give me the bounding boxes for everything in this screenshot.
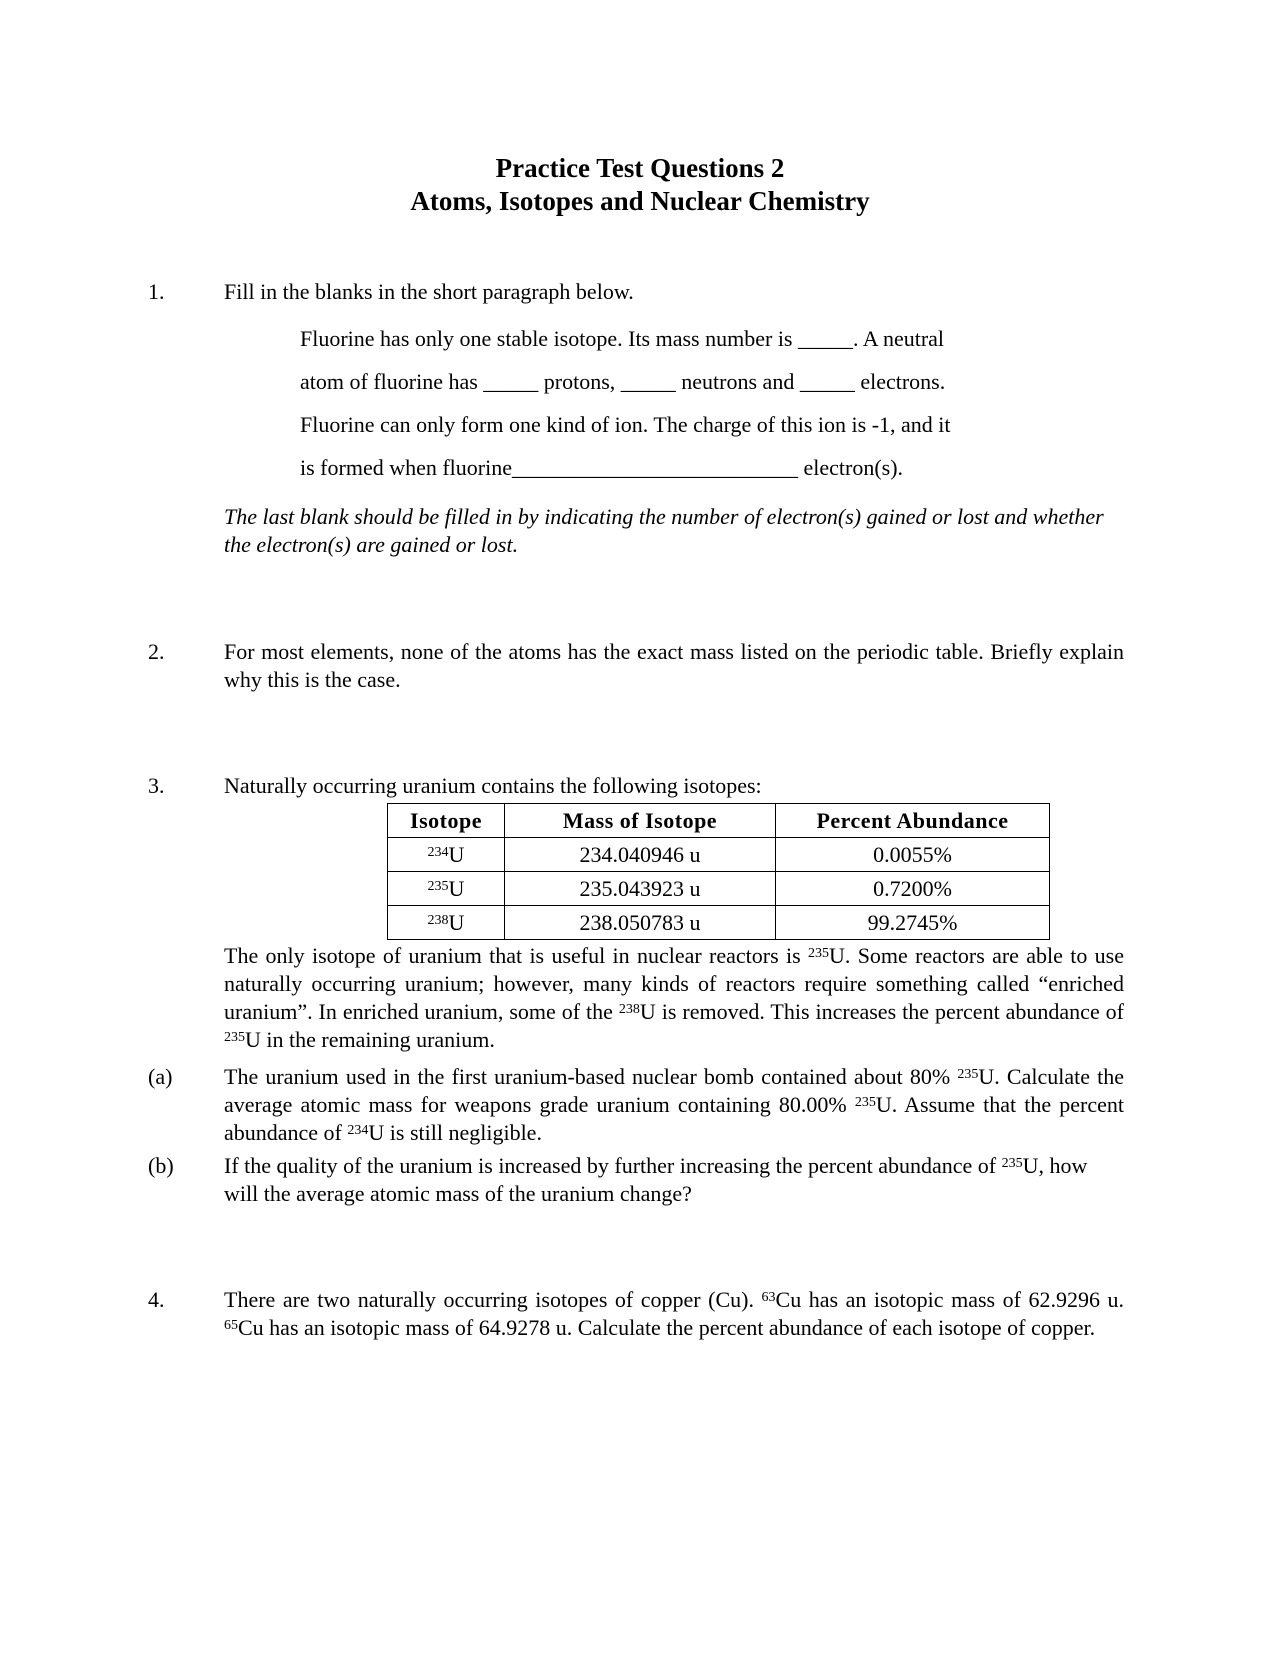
mass-cell: 234.040946 u bbox=[505, 838, 776, 872]
isotope-table bbox=[387, 803, 1050, 940]
mass-cell: 238.050783 u bbox=[505, 906, 776, 940]
question-1-line-4: is formed when fluorine__________________________ electron(s). bbox=[300, 455, 904, 480]
abundance-cell: 0.7200% bbox=[776, 872, 1050, 906]
isotope-table-header bbox=[388, 804, 1050, 838]
header-isotope: Isotope bbox=[388, 804, 505, 838]
page-title: Practice Test Questions 2 bbox=[495, 153, 785, 183]
question-1-line-3: Fluorine can only form one kind of ion. The charge of this ion is -1, and it bbox=[300, 412, 951, 437]
table-row bbox=[388, 838, 1050, 872]
table-row bbox=[388, 906, 1050, 940]
question-3a-label: (a) bbox=[148, 1064, 173, 1089]
question-3-paragraph: The only isotope of uranium that is useful in nuclear reactors is $^{235}$U. Some reactors are able to use naturally occurring uranium; however, many kinds of reactors require something called “enriched uranium”. In enriched uranium, some of the $^{238}$U is removed. This increases the percent abundance of $^{235}$U in the remaining uranium. bbox=[224, 943, 1124, 1052]
isotope-cell: $^{235}$U bbox=[388, 872, 505, 906]
question-3-number: 3. bbox=[148, 773, 165, 798]
question-1-line-2: atom of fluorine has _____ protons, _____ neutrons and _____ electrons. bbox=[300, 369, 946, 394]
question-1-number: 1. bbox=[148, 279, 165, 304]
header-abundance: Percent Abundance bbox=[776, 804, 1050, 838]
abundance-cell: 99.2745% bbox=[776, 906, 1050, 940]
mass-cell: 235.043923 u bbox=[505, 872, 776, 906]
header-mass: Mass of Isotope bbox=[505, 804, 776, 838]
question-3-intro: Naturally occurring uranium contains the following isotopes: bbox=[224, 773, 762, 798]
question-3b-label: (b) bbox=[148, 1153, 174, 1178]
question-1-paragraph bbox=[300, 325, 1060, 497]
question-2-text: For most elements, none of the atoms has the exact mass listed on the periodic table. Briefly explain why this is the case. bbox=[224, 639, 1124, 692]
question-1-line-1: Fluorine has only one stable isotope. Its mass number is _____. A neutral bbox=[300, 326, 945, 351]
abundance-cell: 0.0055% bbox=[776, 838, 1050, 872]
isotope-cell: $^{234}$U bbox=[388, 838, 505, 872]
question-1-prompt: Fill in the blanks in the short paragraph below. bbox=[224, 279, 634, 304]
question-1-note: The last blank should be filled in by indicating the number of electron(s) gained or lost and whether the electron(s) are gained or lost. bbox=[224, 504, 1104, 557]
question-3a-text: The uranium used in the first uranium-based nuclear bomb contained about 80% $^{235}$U. Calculate the average atomic mass for weapons grade uranium containing 80.00% $^{235}$U. Assume that the percent abundance of $^{234}$U is still negligible. bbox=[224, 1064, 1124, 1145]
question-3b-text: If the quality of the uranium is increased by further increasing the percent abundance of $^{235}$U, how will the average atomic mass of the uranium change? bbox=[224, 1153, 1088, 1206]
question-4-text: There are two naturally occurring isotopes of copper (Cu). $^{63}$Cu has an isotopic mass of 62.9296 u. $^{65}$Cu has an isotopic mass of 64.9278 u. Calculate the percent abundance of each isotope of copper. bbox=[224, 1287, 1124, 1340]
page-subtitle: Atoms, Isotopes and Nuclear Chemistry bbox=[410, 186, 870, 216]
question-4-number: 4. bbox=[148, 1287, 165, 1312]
isotope-cell: $^{238}$U bbox=[388, 906, 505, 940]
table-row bbox=[388, 872, 1050, 906]
question-2-number: 2. bbox=[148, 639, 165, 664]
